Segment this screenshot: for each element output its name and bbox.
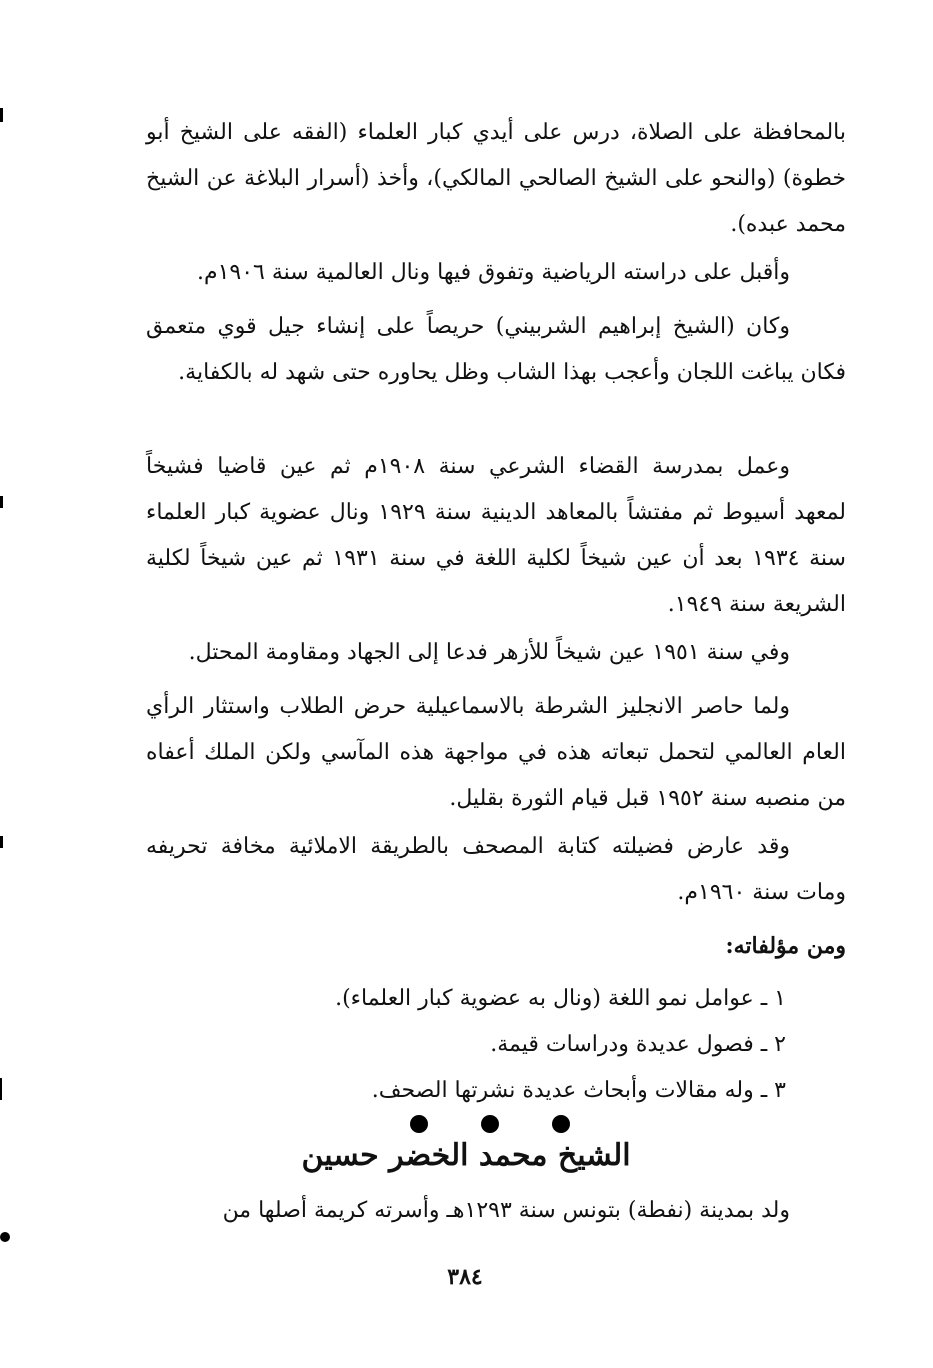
works-list — [146, 976, 786, 1114]
paragraph-ismailia: ولما حاصر الانجليز الشرطة بالاسماعيلية حرض الطلاب واستثار الرأي العام العالمي لتحمل تبعاته هذه في مواجهة هذه المآسي ولكن الملك أعفاه من منصبه سنة ١٩٥٢ قبل قيام الثورة بقليل. — [146, 694, 846, 811]
paragraph-birth: ولد بمدينة (نفطة) بتونس سنة ١٢٩٣هـ وأسرته كريمة أصلها من — [222, 1198, 790, 1223]
works-heading: ومن مؤلفاته: — [725, 933, 846, 959]
divider-dot-icon — [552, 1115, 570, 1133]
divider-dot-icon — [410, 1115, 428, 1133]
page-number: ٣٨٤ — [447, 1264, 483, 1290]
paragraph-mathematics: وأقبل على دراسته الرياضية وتفوق فيها ونال العالمية سنة ١٩٠٦م. — [196, 260, 790, 285]
scan-mark — [0, 836, 3, 848]
paragraph-sherbini: وكان (الشيخ إبراهيم الشربيني) حريصاً على إنشاء جيل قوي متعمق فكان يباغت اللجان وأعجب بهذا الشاب وظل يحاوره حتى شهد له بالكفاية. — [146, 314, 846, 385]
paragraph-mushaf: وقد عارض فضيلته كتابة المصحف بالطريقة الاملائية مخافة تحريفه ومات سنة ١٩٦٠م. — [146, 834, 846, 905]
list-item: ١ ـ عوامل نمو اللغة (ونال به عضوية كبار العلماء). — [335, 986, 786, 1011]
scan-mark — [0, 108, 3, 122]
scan-mark — [0, 1078, 2, 1100]
section-title: الشيخ محمد الخضر حسين — [301, 1138, 631, 1173]
paragraph-azhar: وفي سنة ١٩٥١ عين شيخاً للأزهر فدعا إلى الجهاد ومقاومة المحتل. — [188, 640, 790, 665]
scan-mark — [0, 496, 3, 508]
section-divider — [410, 1112, 570, 1136]
paragraph-studies: بالمحافظة على الصلاة، درس على أيدي كبار العلماء (الفقه على الشيخ أبو خطوة) (والنحو على الشيخ الصالحي المالكي)، وأخذ (أسرار البلاغة عن الشيخ محمد عبده). — [146, 120, 846, 237]
paragraph-career: وعمل بمدرسة القضاء الشرعي سنة ١٩٠٨م ثم عين قاضيا فشيخاً لمعهد أسيوط ثم مفتشاً بالمعاهد الدينية سنة ١٩٢٩ ونال عضوية كبار العلماء سنة ١٩٣٤ بعد أن عين شيخاً لكلية اللغة في سنة ١٩٣١ ثم عين شيخاً لكلية الشريعة سنة ١٩٤٩. — [146, 454, 846, 617]
list-item: ٣ ـ وله مقالات وأبحاث عديدة نشرتها الصحف. — [371, 1078, 786, 1103]
divider-dot-icon — [481, 1115, 499, 1133]
scan-mark — [0, 1232, 10, 1242]
list-item: ٢ ـ فصول عديدة ودراسات قيمة. — [490, 1032, 786, 1057]
